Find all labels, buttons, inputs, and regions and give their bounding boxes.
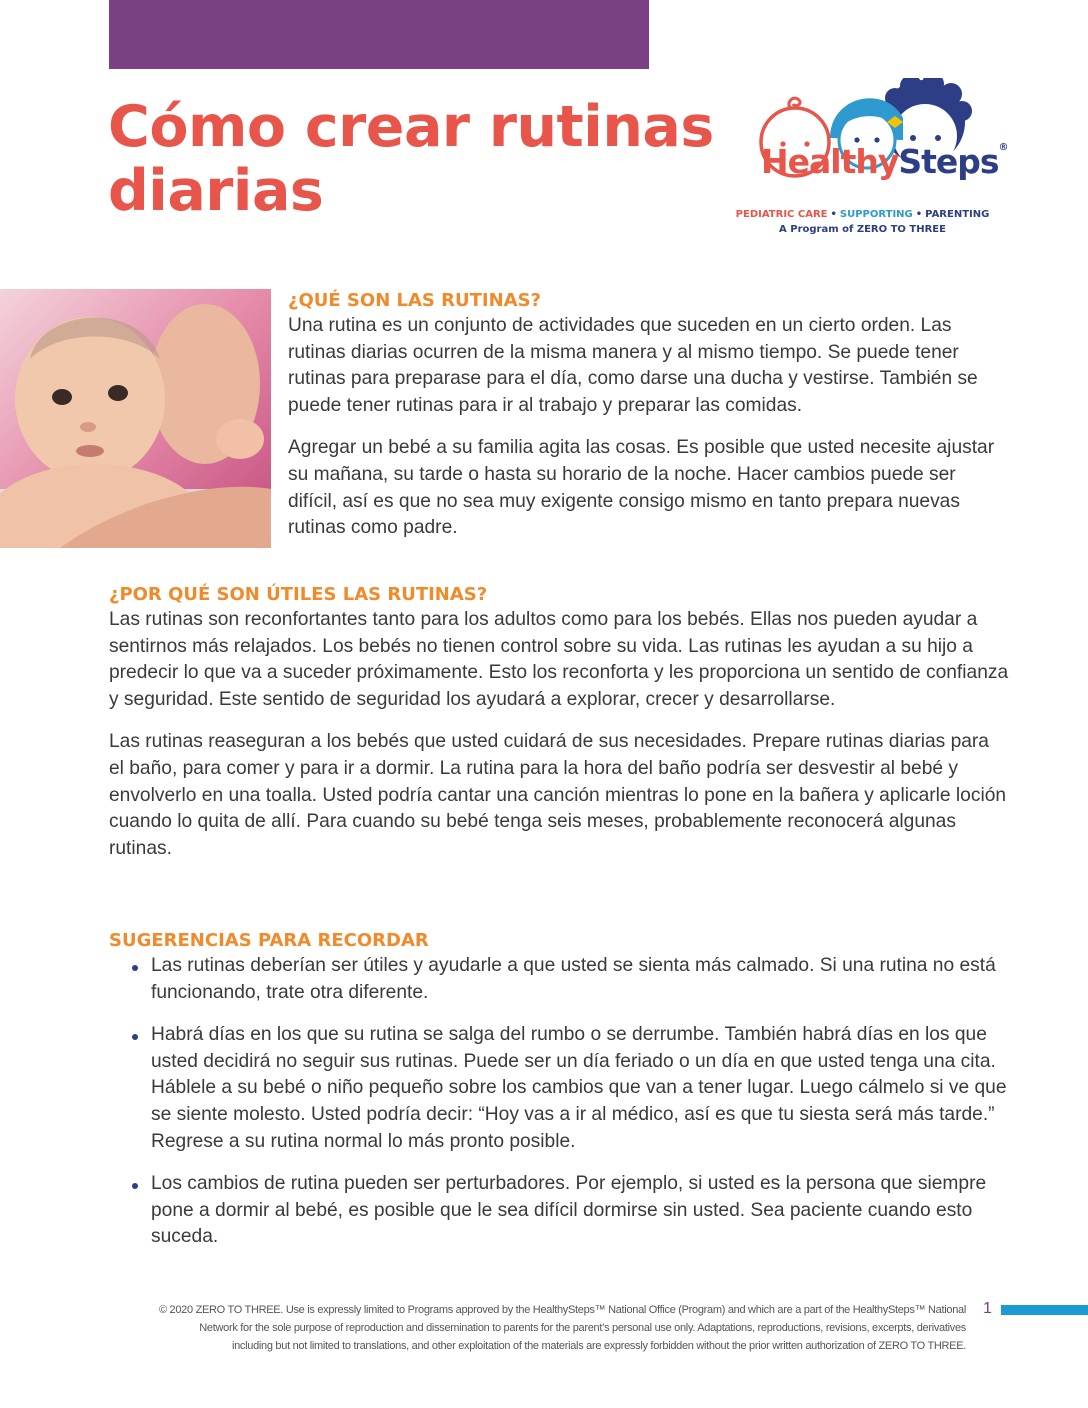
logo-tag-pediatric: PEDIATRIC CARE <box>735 209 828 220</box>
logo-tag-separator-1: • <box>830 209 837 220</box>
section-why-useful <box>109 583 1009 862</box>
logo-tag-supporting: SUPPORTING <box>839 209 913 220</box>
copyright-footer <box>60 1301 966 1355</box>
list-item: Las rutinas deberían ser útiles y ayudarle a que usted se sienta más calmado. Si una rutina no está funcionando, trate otra diferente. <box>109 953 1009 1006</box>
page-title-line-2: diarias <box>108 158 324 224</box>
section-tips <box>109 929 1009 1267</box>
page-title <box>108 95 714 223</box>
section-heading-why: ¿POR QUÉ SON ÚTILES LAS RUTINAS? <box>109 584 488 605</box>
section-heading-tips: SUGERENCIAS PARA RECORDAR <box>109 930 429 951</box>
baby-photo-image <box>0 289 271 548</box>
page-title-line-1: Cómo crear rutinas <box>108 94 714 160</box>
logo-word-healthy: Healthy <box>761 142 899 181</box>
page-number: 1 <box>983 1300 992 1317</box>
logo-tagline <box>735 209 990 220</box>
healthysteps-logo <box>735 78 1008 238</box>
logo-tag-parenting: PARENTING <box>925 209 990 220</box>
paragraph: Agregar un bebé a su familia agita las cosas. Es posible que usted necesite ajustar su mañana, su tarde o hasta su horario de la noche. Hacer cambios puede ser difícil, así es que no sea muy exigente consigo mismo en tanto prepara nuevas rutinas como padre. <box>288 437 995 539</box>
list-item: Los cambios de rutina pueden ser perturbadores. Por ejemplo, si usted es la persona que siempre pone a dormir al bebé, es posible que le sea difícil dormirse sin usted. Sea paciente cuando esto suceda. <box>109 1171 1009 1251</box>
logo-word-steps: Steps <box>898 142 999 181</box>
paragraph: Las rutinas reaseguran a los bebés que usted cuidará de sus necesidades. Prepare rutinas diarias para el baño, para comer y para ir a dormir. La rutina para la hora del baño podría ser desvestir al bebé y envolverlo en una toalla. Usted podría cantar una canción mientras lo pone en la bañera y aplicarle loción cuando lo quita de allí. Para cuando su bebé tenga seis meses, probablemente reconocerá algunas rutinas. <box>109 731 1007 859</box>
footer-line: including but not limited to translations, and other exploitation of the materials are expressly forbidden without the prior written authorization of ZERO TO THREE. <box>231 1340 966 1352</box>
paragraph: Una rutina es un conjunto de actividades que suceden en un cierto orden. Las rutinas diarias ocurren de la misma manera y al mismo tiempo. Se puede tener rutinas para preparase para el día, como darse una ducha y vestirse. También se puede tener rutinas para ir al trabajo y preparar las comidas. <box>288 315 978 416</box>
baby-bath-photo <box>0 289 271 548</box>
header-color-bar <box>109 0 649 69</box>
logo-tag-separator-2: • <box>915 209 923 220</box>
paragraph: Las rutinas son reconfortantes tanto para los adultos como para los bebés. Ellas nos pueden ayudar a sentirnos más relajados. Los bebés no tienen control sobre su vida. Las rutinas les ayudan a su hijo a predecir lo que va a suceder próximamente. Esto los reconforta y les proporciona un sentido de confianza y seguridad. Este sentido de seguridad los ayudará a explorar, crecer y desarrollarse. <box>109 609 1009 710</box>
list-item: Habrá días en los que su rutina se salga del rumbo o se derrumbe. También habrá días en los que usted decidirá no seguir sus rutinas. Puede ser un día feriado o un día en que usted tenga una cita. Háblele a su bebé o niño pequeño sobre los cambios que van a tener lugar. Luego cálmelo si ve que se siente molesto. Usted podría decir: “Hoy vas a ir al médico, así es que tu siesta será más tarde.” Regrese a su rutina normal lo más pronto posible. <box>109 1022 1009 1155</box>
logo-subline: A Program of ZERO TO THREE <box>779 224 946 235</box>
section-what-are-routines <box>288 289 1008 542</box>
page-accent-bar <box>1001 1305 1088 1315</box>
section-heading-what: ¿QUÉ SON LAS RUTINAS? <box>288 290 542 311</box>
logo-wordmark <box>761 142 1008 181</box>
tips-list <box>109 953 1009 1251</box>
footer-line: © 2020 ZERO TO THREE. Use is expressly limited to Programs approved by the HealthySteps™ National Office (Program) and which are a part of the HealthySteps™ National <box>158 1304 966 1316</box>
logo-registered-mark: ® <box>998 142 1008 153</box>
footer-line: Network for the sole purpose of reproduction and dissemination to parents for the parent’s personal use only. Adaptations, reproductions, revisions, excerpts, derivatives <box>199 1322 966 1334</box>
